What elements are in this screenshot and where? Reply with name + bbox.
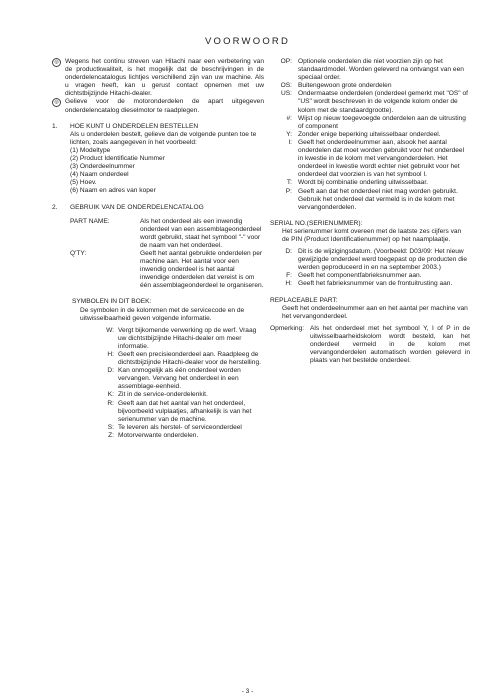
left-column (52, 58, 264, 440)
serial-item: D: Dit is de wijzigingsdatum. (Voorbeeld: D03/09: Het nieuw gewijzigde onderdeel werd toegepast op de producten die werden geproduceerd in en na september 2003.) (285, 248, 467, 272)
symbols-section (52, 298, 264, 440)
symbol-item: Z: Motorverwante onderdelen. (108, 431, 199, 439)
section-2-heading: GEBRUIK VAN DE ONDERDELENCATALOG (70, 203, 204, 211)
intro-item (52, 98, 264, 114)
order-item: (3) Onderdeelnummer (70, 163, 135, 171)
order-item: (2) Product Identificatie Nummer (70, 155, 165, 163)
serial-heading: SERIAL NO.(SERIENUMMER): (270, 219, 363, 227)
serial-item: F: Geeft het componentfabrieksnummer aan. (286, 272, 422, 280)
symbols-text: De symbolen in de kolommen met de servicecode en de uitwisselbaarheid geven volgende informatie. (80, 306, 245, 322)
intro-item (52, 58, 264, 98)
section-2: 2. GEBRUIK VAN DE ONDERDELENCATALOG PART NAME: Als het onderdeel als een inwendig onderdeel van een assemblageonderdeel wordt gebruikt, staat het symbool "-" voor de naam van het onderdeel. Q'TY: Geeft het aantal gebruikte onderdelen per machine aan. Het aantal voor een inwendig onderdeel is het aantal inwendige onderdelen dat vereist is om één assemblageonderdeel te organiseren. (52, 203, 264, 290)
section-1-heading: HOE KUNT U ONDERDELEN BESTELLEN (70, 122, 199, 130)
serial-item: H: Geeft het fabrieksnummer van de frontuitrusting aan. (285, 280, 453, 288)
code-item: P: Geeft aan dat het onderdeel niet mag worden gebruikt. Gebruik het onderdeel dat vermeld is in de kolom met vervangonderdelen. (285, 187, 458, 211)
order-item: (5) Hoev. (70, 179, 97, 187)
symbol-item: R: Geeft aan dat het aantal van het onderdeel, bijvoorbeeld vulplaatjes, afhankelijk is van het serienummer van de machine. (107, 399, 252, 423)
symbol-item: W: Vergt bijkomende verwerking op de werf. Vraag uw dichtstbijzijnde Hitachi-dealer om meer informatie. (106, 326, 257, 350)
symbol-item: H: Geeft een precisieonderdeel aan. Raadpleeg de dichtstbijzijnde Hitachi-dealer voor de herstelling. (107, 351, 261, 367)
code-item: T: Wordt bij combinatie onderling uitwisselbaar. (286, 179, 428, 187)
page-number: - 3 - (241, 688, 254, 695)
prop-part-name: PART NAME: Als het onderdeel als een inwendig onderdeel van een assemblageonderdeel wordt gebruikt, staat het symbool "-" voor de naam van het onderdeel. (70, 217, 262, 249)
code-item: Y: Zonder enige beperking uitwisselbaar onderdeel. (286, 130, 441, 138)
code-item: #: Wijst op nieuw toegevoegde onderdelen aan de uitrusting of component (286, 114, 466, 130)
symbols-heading: SYMBOLEN IN DIT BOEK: (72, 298, 152, 306)
replaceable-note: Opmerking: Als het onderdeel met het symbool Y, I of P in de uitwisselbaarheidskolom wordt besteld, kan het onderdeel vermeld in de kolom met vervangonderdelen automatisch worden geleverd in plaats van het bestelde onderdeel. (270, 324, 470, 365)
symbol-item: K: Zit in de service-onderdelenkit. (107, 391, 208, 399)
circle-bullet-icon: ◎ (52, 98, 61, 107)
replaceable-heading: REPLACEABLE PART: (270, 296, 338, 304)
intro-text: Gelieve voor de motoronderdelen de apart uitgegeven onderdelencatalog dieselmotor te raadplegen. (65, 98, 264, 114)
symbol-item: D: Kan onmogelijk als één onderdeel worden vervangen. Vervang het onderdeel in een assemblage-eenheid. (107, 367, 241, 391)
order-item: (1) Modeltype (70, 146, 111, 154)
serial-text: Het serienummer komt overeen met de laatste zes cijfers van de PIN (Product Identificatienummer) op het naamplaatje. (282, 227, 462, 243)
code-item: I: Geeft het onderdeelnummer aan, alsook het aantal onderdelen dat moet worden gebruikt voor het onderdeel in kwestie in de kolom met vervangonderdelen. Het onderdeel in kwestie wordt echter niet gebruikt voor het onderdeel dat voorzien is van het symbool I. (288, 138, 465, 179)
order-item: (6) Naam en adres van koper (70, 187, 156, 195)
prop-qty: Q'TY: Geeft het aantal gebruikte onderdelen per machine aan. Het aantal voor een inwendig onderdeel is het aantal inwendige onderdelen dat vereist is om één assemblageonderdeel te organiseren. (70, 249, 264, 290)
order-item: (4) Naam onderdeel (70, 171, 129, 179)
section-1-text: Als u onderdelen bestelt, gelieve dan de volgende punten toe te lichten, zoals aangegeven in het voorbeeld: (70, 130, 257, 146)
intro-text: Wegens het continu streven van Hitachi naar een verbetering van de productkwaliteit, is het mogelijk dat de beschrijvingen in de onderdelencatalogus lichtjes verschillend zijn van uw machine. Als u vragen heeft, kan u gerust contact opnemen met uw dichtstbijzijnde Hitachi-dealer. (65, 58, 264, 98)
code-item: OP: Optionele onderdelen die niet voorzien zijn op het standaardmodel. Worden geleverd na ontvangst van een speciaal order. (280, 58, 464, 82)
code-item: US: Ondermaatse onderdelen (onderdeel gemerkt met "OS" of "US" wordt beschreven in de volgende kolom onder de kolom met de standaardgrootte). (281, 90, 468, 114)
symbol-item: S: Te leveren als herstel- of serviceonderdeel (107, 423, 242, 431)
page-title: VOORWOORD (204, 36, 291, 47)
code-item: OS: Buitengewoon grote onderdelen (280, 82, 392, 90)
replaceable-section (270, 297, 470, 366)
right-column (270, 58, 470, 365)
section-1: 1. HOE KUNT U ONDERDELEN BESTELLEN Als u onderdelen bestelt, gelieve dan de volgende punten toe te lichten, zoals aangegeven in het voorbeeld: (1) Modeltype (2) Product Identificatie Nummer (3) Onderdeelnummer (4) Naam onderdeel (5) Hoev. (6) Naam en adres van koper (52, 123, 264, 196)
serial-section (270, 220, 470, 289)
replaceable-text: Geeft het onderdeelnummer aan en het aantal per machine van het vervangonderdeel. (282, 304, 468, 320)
circle-bullet-icon: ◎ (52, 58, 61, 67)
